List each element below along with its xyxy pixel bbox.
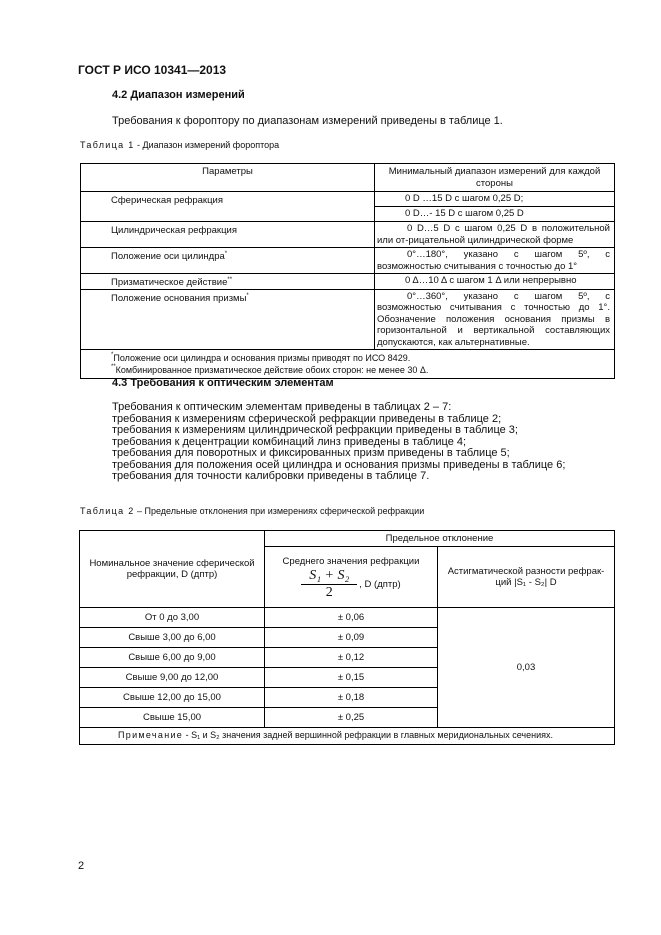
table2-mean: ± 0,18 xyxy=(265,688,438,708)
table2-note-text: - S₁ и S₂ значения задней вершинной рефракции в главных меридиональных сечениях. xyxy=(183,730,553,741)
section-4-3-line: Требования к оптическим элементам приведены в таблицах 2 – 7: xyxy=(112,401,452,413)
table1-param-cell xyxy=(81,248,375,274)
table1-param-cell xyxy=(81,289,375,350)
table1-row xyxy=(81,289,615,350)
table2-astig-value: 0,03 xyxy=(438,608,615,728)
section-4-3-line: требования к измерениям сферической рефракции приведены в таблице 2; xyxy=(112,412,502,425)
table2-range: Свыше 6,00 до 9,00 xyxy=(80,648,265,668)
formula-denominator: 2 xyxy=(325,584,333,600)
table2-mean: ± 0,25 xyxy=(265,708,438,728)
footnote-marker: ** xyxy=(111,364,116,370)
section-4-3-line: требования к измерениям цилиндрической рефракции приведены в таблице 3; xyxy=(112,424,518,436)
table1-footnotes-row xyxy=(81,350,615,379)
section-4-3-line: требования для точности калибровки приведены в таблице 7. xyxy=(112,470,430,482)
table2-mean: ± 0,06 xyxy=(265,608,438,628)
table1-range: 0 D…5 D с шагом 0,25 D в положительной или от-рицательной цилиндрической форме xyxy=(375,222,615,248)
table2-caption-text: – Предельные отклонения при измерениях сферической рефракции xyxy=(134,506,425,516)
table2-col2-title: Среднего значения рефракции xyxy=(282,555,420,567)
table1-param: Цилиндрическая рефракция xyxy=(81,222,375,248)
footnote-marker: * xyxy=(246,292,249,299)
table2 xyxy=(79,530,615,745)
table1-range: 0 D …15 D с шагом 0,25 D; xyxy=(375,192,615,207)
table1-row xyxy=(81,274,615,290)
table1-caption-label: Таблица 1 xyxy=(80,140,135,150)
table1-range: 0 D…- 15 D с шагом 0,25 D xyxy=(375,207,615,222)
table1-param-cell xyxy=(81,274,375,290)
table1-param: Положение основания призмы xyxy=(111,292,247,304)
table1-header-range: Минимальный диапазон измерений для каждой стороны xyxy=(375,164,615,192)
table-row xyxy=(80,608,615,628)
table1-param: Сферическая рефракция xyxy=(81,192,375,222)
table1-caption xyxy=(80,140,279,150)
table1-row xyxy=(81,248,615,274)
table2-col3-header: Астигматической разности рефрак-ций |S₁ - S₂| D xyxy=(438,547,615,608)
table2-range: Свыше 3,00 до 6,00 xyxy=(80,628,265,648)
table1 xyxy=(80,163,615,379)
formula-numerator: S₁ + S₂ xyxy=(309,568,350,584)
table2-range: Свыше 12,00 до 15,00 xyxy=(80,688,265,708)
table2-group-header: Предельное отклонение xyxy=(265,531,615,547)
section-4-3-title: 4.3 Требования к оптическим элементам xyxy=(112,377,334,389)
formula-unit: , D (дптр) xyxy=(359,578,401,590)
table1-footnotes xyxy=(81,350,615,379)
table1-row xyxy=(81,222,615,248)
table1-range: 0 Δ…10 Δ с шагом 1 Δ или непрерывно xyxy=(375,274,615,290)
table1-param: Призматическое действие xyxy=(111,277,228,288)
section-4-2-intro: Требования к фороптору по диапазонам измерений приведены в таблице 1. xyxy=(112,115,503,127)
table2-note-label: Примечание xyxy=(118,730,184,741)
section-4-3-line: требования для положения осей цилиндра и основания призмы приведены в таблице 6; xyxy=(112,458,566,471)
table1-footnote-1 xyxy=(111,352,614,364)
document-header: ГОСТ Р ИСО 10341—2013 xyxy=(78,63,227,77)
table2-caption-label: Таблица 2 xyxy=(80,506,135,516)
table2-mean: ± 0,15 xyxy=(265,668,438,688)
table2-mean: ± 0,09 xyxy=(265,628,438,648)
table2-mean: ± 0,12 xyxy=(265,648,438,668)
section-4-3-body xyxy=(112,402,565,483)
table1-footnote-2 xyxy=(111,364,614,376)
table2-range: Свыше 15,00 xyxy=(80,708,265,728)
table2-col2-header xyxy=(265,547,438,608)
table1-range: 0°…360°, указано с шагом 5º, с возможностью считывания с точностью до 1°. Обозначение положения основания призмы в горизонтальной и вертикальной составляющих допускаются, как альтернативные. xyxy=(375,289,615,350)
table2-range: Свыше 9,00 до 12,00 xyxy=(80,668,265,688)
table2-note-row xyxy=(80,728,615,745)
table1-row xyxy=(81,192,615,207)
table2-caption xyxy=(80,506,424,516)
table1-param: Положение оси цилиндра xyxy=(111,251,225,262)
table1-caption-text: - Диапазон измерений фороптора xyxy=(134,140,280,150)
footnote-marker: * xyxy=(111,352,114,358)
footnote-text: Комбинированное призматическое действие обоих сторон: не менее 30 Δ. xyxy=(115,365,429,375)
table2-range: От 0 до 3,00 xyxy=(80,608,265,628)
table2-formula xyxy=(265,570,437,598)
footnote-marker: ** xyxy=(227,277,233,283)
table2-col1-header: Номинальное значение сферической рефракции, D (дптр) xyxy=(80,531,265,608)
table2-fraction xyxy=(301,570,357,598)
footnote-text: Положение оси цилиндра и основания призмы приводят по ИСО 8429. xyxy=(113,353,411,363)
section-4-3-line: требования для поворотных и фиксированных призм приведены в таблице 5; xyxy=(112,447,510,459)
footnote-marker: * xyxy=(224,251,228,257)
table1-header-row xyxy=(81,164,615,192)
table1-header-param: Параметры xyxy=(81,164,375,192)
table2-note xyxy=(80,728,615,745)
page-number: 2 xyxy=(78,860,85,872)
section-4-3-line: требования к децентрации комбинаций линз приведены в таблице 4; xyxy=(112,435,467,448)
table2-header-row xyxy=(80,531,615,547)
section-4-2-title: 4.2 Диапазон измерений xyxy=(112,89,245,101)
table1-range: 0°…180°, указано с шагом 5º, с возможностью считывания с точностью до 1° xyxy=(375,248,615,274)
